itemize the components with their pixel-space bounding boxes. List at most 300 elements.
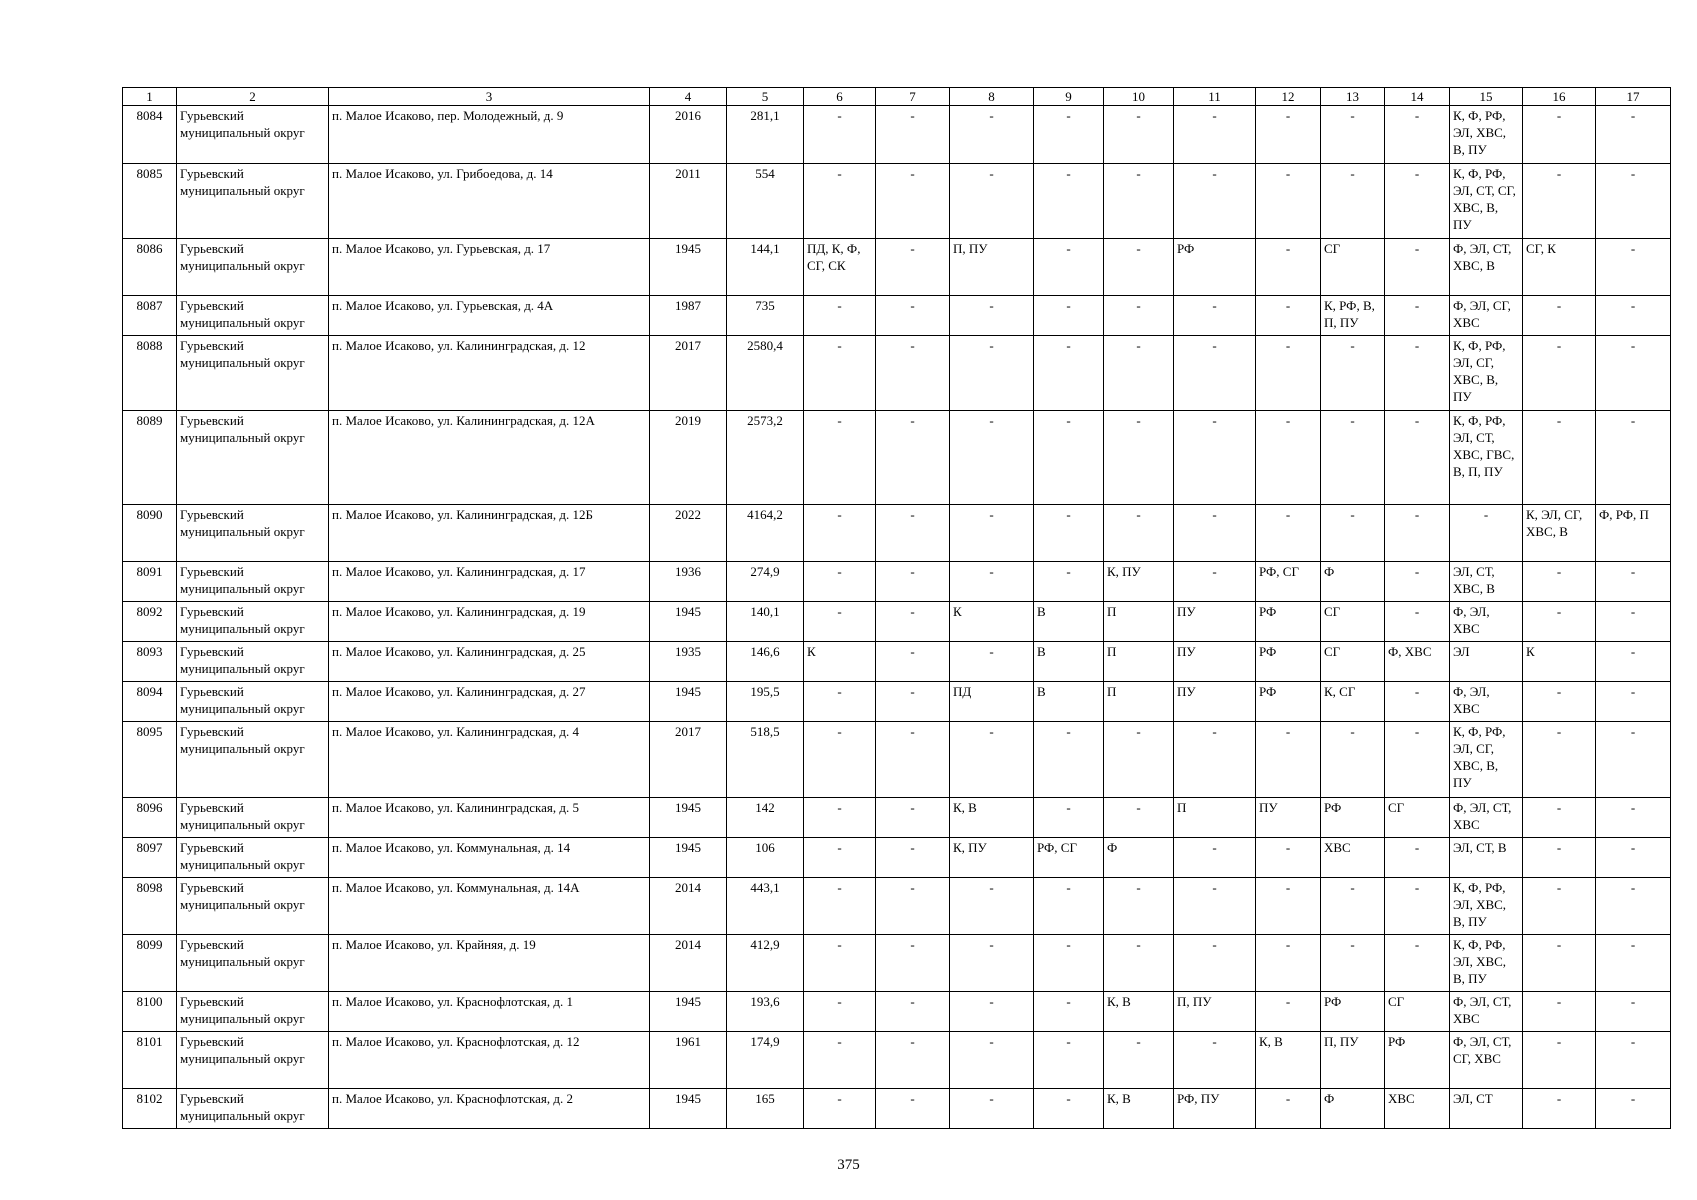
- col-17-cell: -: [1596, 722, 1671, 798]
- header-cell-9: 9: [1034, 88, 1104, 106]
- col-6-cell: -: [804, 1032, 876, 1089]
- district-cell: Гурьевский муниципальный округ: [177, 682, 329, 722]
- row-number-cell: 8086: [123, 239, 177, 296]
- address-cell: п. Малое Исаково, ул. Краснофлотская, д. 2: [329, 1089, 650, 1129]
- col-10-cell: К, В: [1104, 992, 1174, 1032]
- table-row: [123, 935, 1671, 992]
- col-7-cell: -: [876, 336, 950, 411]
- col-15-cell: Ф, ЭЛ, СТ, ХВС: [1450, 992, 1523, 1032]
- col-10-cell: -: [1104, 239, 1174, 296]
- col-13-cell: СГ: [1321, 602, 1385, 642]
- col-14-cell: ХВС: [1385, 1089, 1450, 1129]
- table-row: [123, 642, 1671, 682]
- col-17-cell: -: [1596, 1032, 1671, 1089]
- table-row: [123, 505, 1671, 562]
- col-13-cell: -: [1321, 935, 1385, 992]
- col-12-cell: -: [1256, 838, 1321, 878]
- district-cell: Гурьевский муниципальный округ: [177, 1089, 329, 1129]
- col-10-cell: -: [1104, 722, 1174, 798]
- address-cell: п. Малое Исаково, ул. Калининградская, д. 4: [329, 722, 650, 798]
- col-17-cell: -: [1596, 106, 1671, 164]
- col-14-cell: СГ: [1385, 798, 1450, 838]
- col-17-cell: -: [1596, 164, 1671, 239]
- area-cell: 274,9: [727, 562, 804, 602]
- row-number-cell: 8085: [123, 164, 177, 239]
- col-7-cell: -: [876, 878, 950, 935]
- row-number-cell: 8087: [123, 296, 177, 336]
- col-10-cell: -: [1104, 106, 1174, 164]
- header-cell-2: 2: [177, 88, 329, 106]
- col-13-cell: -: [1321, 878, 1385, 935]
- col-16-cell: -: [1523, 106, 1596, 164]
- area-cell: 4164,2: [727, 505, 804, 562]
- col-9-cell: -: [1034, 1089, 1104, 1129]
- col-6-cell: -: [804, 878, 876, 935]
- col-11-cell: -: [1174, 722, 1256, 798]
- district-cell: Гурьевский муниципальный округ: [177, 602, 329, 642]
- address-cell: п. Малое Исаково, ул. Калининградская, д. 5: [329, 798, 650, 838]
- col-7-cell: -: [876, 838, 950, 878]
- address-cell: п. Малое Исаково, пер. Молодежный, д. 9: [329, 106, 650, 164]
- area-cell: 554: [727, 164, 804, 239]
- col-11-cell: -: [1174, 878, 1256, 935]
- address-cell: п. Малое Исаково, ул. Калининградская, д. 12: [329, 336, 650, 411]
- col-17-cell: -: [1596, 682, 1671, 722]
- col-17-cell: -: [1596, 562, 1671, 602]
- row-number-cell: 8102: [123, 1089, 177, 1129]
- col-13-cell: РФ: [1321, 992, 1385, 1032]
- col-15-cell: Ф, ЭЛ, СТ, СГ, ХВС: [1450, 1032, 1523, 1089]
- col-8-cell: -: [950, 562, 1034, 602]
- col-15-cell: Ф, ЭЛ, ХВС: [1450, 602, 1523, 642]
- row-number-cell: 8099: [123, 935, 177, 992]
- col-13-cell: -: [1321, 336, 1385, 411]
- col-17-cell: -: [1596, 838, 1671, 878]
- col-9-cell: В: [1034, 602, 1104, 642]
- col-8-cell: -: [950, 505, 1034, 562]
- year-built-cell: 1945: [650, 239, 727, 296]
- col-16-cell: -: [1523, 992, 1596, 1032]
- area-cell: 142: [727, 798, 804, 838]
- row-number-cell: 8090: [123, 505, 177, 562]
- col-11-cell: ПУ: [1174, 682, 1256, 722]
- col-6-cell: -: [804, 505, 876, 562]
- col-8-cell: -: [950, 722, 1034, 798]
- district-cell: Гурьевский муниципальный округ: [177, 164, 329, 239]
- col-16-cell: -: [1523, 682, 1596, 722]
- page-number: 375: [837, 1157, 860, 1173]
- table-row: [123, 798, 1671, 838]
- area-cell: 165: [727, 1089, 804, 1129]
- col-17-cell: -: [1596, 992, 1671, 1032]
- col-15-cell: К, Ф, РФ, ЭЛ, СТ, СГ, ХВС, В, ПУ: [1450, 164, 1523, 239]
- col-16-cell: -: [1523, 411, 1596, 505]
- col-13-cell: СГ: [1321, 239, 1385, 296]
- col-12-cell: РФ: [1256, 682, 1321, 722]
- col-7-cell: -: [876, 562, 950, 602]
- address-cell: п. Малое Исаково, ул. Калининградская, д. 25: [329, 642, 650, 682]
- col-6-cell: -: [804, 164, 876, 239]
- row-number-cell: 8097: [123, 838, 177, 878]
- col-10-cell: -: [1104, 798, 1174, 838]
- col-17-cell: Ф, РФ, П: [1596, 505, 1671, 562]
- header-cell-15: 15: [1450, 88, 1523, 106]
- col-8-cell: ПД: [950, 682, 1034, 722]
- col-17-cell: -: [1596, 296, 1671, 336]
- col-6-cell: К: [804, 642, 876, 682]
- col-12-cell: -: [1256, 106, 1321, 164]
- table-row: [123, 722, 1671, 798]
- district-cell: Гурьевский муниципальный округ: [177, 336, 329, 411]
- district-cell: Гурьевский муниципальный округ: [177, 992, 329, 1032]
- col-15-cell: К, Ф, РФ, ЭЛ, ХВС, В, ПУ: [1450, 935, 1523, 992]
- col-12-cell: РФ, СГ: [1256, 562, 1321, 602]
- header-cell-8: 8: [950, 88, 1034, 106]
- col-11-cell: -: [1174, 1032, 1256, 1089]
- col-17-cell: -: [1596, 798, 1671, 838]
- table-row: [123, 562, 1671, 602]
- address-cell: п. Малое Исаково, ул. Крайняя, д. 19: [329, 935, 650, 992]
- year-built-cell: 1945: [650, 682, 727, 722]
- col-11-cell: -: [1174, 562, 1256, 602]
- year-built-cell: 2017: [650, 336, 727, 411]
- row-number-cell: 8101: [123, 1032, 177, 1089]
- col-7-cell: -: [876, 164, 950, 239]
- col-6-cell: -: [804, 935, 876, 992]
- year-built-cell: 2014: [650, 935, 727, 992]
- col-16-cell: СГ, К: [1523, 239, 1596, 296]
- year-built-cell: 1935: [650, 642, 727, 682]
- col-15-cell: -: [1450, 505, 1523, 562]
- address-cell: п. Малое Исаково, ул. Грибоедова, д. 14: [329, 164, 650, 239]
- col-9-cell: -: [1034, 106, 1104, 164]
- col-16-cell: -: [1523, 562, 1596, 602]
- year-built-cell: 1945: [650, 838, 727, 878]
- address-cell: п. Малое Исаково, ул. Калининградская, д. 19: [329, 602, 650, 642]
- col-14-cell: -: [1385, 106, 1450, 164]
- year-built-cell: 1945: [650, 602, 727, 642]
- col-14-cell: СГ: [1385, 992, 1450, 1032]
- area-cell: 146,6: [727, 642, 804, 682]
- col-13-cell: -: [1321, 106, 1385, 164]
- col-7-cell: -: [876, 505, 950, 562]
- col-14-cell: Ф, ХВС: [1385, 642, 1450, 682]
- table-row: [123, 106, 1671, 164]
- col-6-cell: -: [804, 1089, 876, 1129]
- col-9-cell: -: [1034, 935, 1104, 992]
- col-15-cell: К, Ф, РФ, ЭЛ, СГ, ХВС, В, ПУ: [1450, 722, 1523, 798]
- col-15-cell: Ф, ЭЛ, СТ, ХВС: [1450, 798, 1523, 838]
- col-8-cell: -: [950, 411, 1034, 505]
- table-row: [123, 239, 1671, 296]
- col-14-cell: -: [1385, 164, 1450, 239]
- table-row: [123, 164, 1671, 239]
- col-10-cell: Ф: [1104, 838, 1174, 878]
- address-cell: п. Малое Исаково, ул. Калининградская, д. 27: [329, 682, 650, 722]
- col-10-cell: -: [1104, 336, 1174, 411]
- year-built-cell: 2019: [650, 411, 727, 505]
- col-10-cell: -: [1104, 935, 1174, 992]
- col-13-cell: -: [1321, 164, 1385, 239]
- col-7-cell: -: [876, 602, 950, 642]
- col-17-cell: -: [1596, 602, 1671, 642]
- col-6-cell: -: [804, 722, 876, 798]
- address-cell: п. Малое Исаково, ул. Краснофлотская, д. 1: [329, 992, 650, 1032]
- col-6-cell: -: [804, 838, 876, 878]
- col-10-cell: П: [1104, 602, 1174, 642]
- year-built-cell: 1961: [650, 1032, 727, 1089]
- col-8-cell: -: [950, 878, 1034, 935]
- district-cell: Гурьевский муниципальный округ: [177, 935, 329, 992]
- year-built-cell: 1936: [650, 562, 727, 602]
- col-9-cell: -: [1034, 296, 1104, 336]
- row-number-cell: 8093: [123, 642, 177, 682]
- col-15-cell: ЭЛ, СТ, В: [1450, 838, 1523, 878]
- district-cell: Гурьевский муниципальный округ: [177, 562, 329, 602]
- col-15-cell: К, Ф, РФ, ЭЛ, ХВС, В, ПУ: [1450, 106, 1523, 164]
- row-number-cell: 8100: [123, 992, 177, 1032]
- col-16-cell: -: [1523, 336, 1596, 411]
- col-7-cell: -: [876, 239, 950, 296]
- table-row: [123, 878, 1671, 935]
- col-13-cell: П, ПУ: [1321, 1032, 1385, 1089]
- col-12-cell: -: [1256, 239, 1321, 296]
- table-row: [123, 682, 1671, 722]
- col-16-cell: -: [1523, 296, 1596, 336]
- col-14-cell: -: [1385, 935, 1450, 992]
- address-cell: п. Малое Исаково, ул. Калининградская, д. 12Б: [329, 505, 650, 562]
- col-14-cell: -: [1385, 722, 1450, 798]
- col-9-cell: -: [1034, 1032, 1104, 1089]
- col-17-cell: -: [1596, 642, 1671, 682]
- col-8-cell: К, ПУ: [950, 838, 1034, 878]
- col-10-cell: -: [1104, 505, 1174, 562]
- col-8-cell: -: [950, 992, 1034, 1032]
- col-11-cell: ПУ: [1174, 642, 1256, 682]
- area-cell: 443,1: [727, 878, 804, 935]
- col-12-cell: -: [1256, 992, 1321, 1032]
- col-10-cell: -: [1104, 296, 1174, 336]
- area-cell: 735: [727, 296, 804, 336]
- col-13-cell: К, СГ: [1321, 682, 1385, 722]
- header-cell-1: 1: [123, 88, 177, 106]
- header-cell-17: 17: [1596, 88, 1671, 106]
- col-12-cell: РФ: [1256, 642, 1321, 682]
- header-cell-11: 11: [1174, 88, 1256, 106]
- col-11-cell: -: [1174, 411, 1256, 505]
- col-6-cell: -: [804, 682, 876, 722]
- table-row: [123, 838, 1671, 878]
- header-cell-3: 3: [329, 88, 650, 106]
- col-10-cell: П: [1104, 642, 1174, 682]
- col-9-cell: -: [1034, 562, 1104, 602]
- col-15-cell: ЭЛ, СТ: [1450, 1089, 1523, 1129]
- address-cell: п. Малое Исаково, ул. Краснофлотская, д. 12: [329, 1032, 650, 1089]
- row-number-cell: 8096: [123, 798, 177, 838]
- col-8-cell: -: [950, 642, 1034, 682]
- col-8-cell: К, В: [950, 798, 1034, 838]
- table-row: [123, 1032, 1671, 1089]
- col-17-cell: -: [1596, 411, 1671, 505]
- col-12-cell: -: [1256, 878, 1321, 935]
- col-15-cell: К, Ф, РФ, ЭЛ, СТ, ХВС, ГВС, В, П, ПУ: [1450, 411, 1523, 505]
- district-cell: Гурьевский муниципальный округ: [177, 1032, 329, 1089]
- col-12-cell: -: [1256, 505, 1321, 562]
- year-built-cell: 2011: [650, 164, 727, 239]
- col-13-cell: -: [1321, 411, 1385, 505]
- col-16-cell: -: [1523, 798, 1596, 838]
- area-cell: 140,1: [727, 602, 804, 642]
- col-8-cell: -: [950, 935, 1034, 992]
- row-number-cell: 8088: [123, 336, 177, 411]
- col-13-cell: Ф: [1321, 562, 1385, 602]
- col-6-cell: -: [804, 602, 876, 642]
- col-13-cell: Ф: [1321, 1089, 1385, 1129]
- col-12-cell: -: [1256, 336, 1321, 411]
- area-cell: 193,6: [727, 992, 804, 1032]
- col-17-cell: -: [1596, 1089, 1671, 1129]
- col-15-cell: К, Ф, РФ, ЭЛ, ХВС, В, ПУ: [1450, 878, 1523, 935]
- area-cell: 281,1: [727, 106, 804, 164]
- col-9-cell: -: [1034, 878, 1104, 935]
- header-cell-12: 12: [1256, 88, 1321, 106]
- col-9-cell: -: [1034, 411, 1104, 505]
- col-15-cell: ЭЛ: [1450, 642, 1523, 682]
- col-6-cell: -: [804, 296, 876, 336]
- col-7-cell: -: [876, 722, 950, 798]
- col-10-cell: -: [1104, 1032, 1174, 1089]
- col-15-cell: ЭЛ, СТ, ХВС, В: [1450, 562, 1523, 602]
- col-9-cell: -: [1034, 239, 1104, 296]
- col-11-cell: -: [1174, 164, 1256, 239]
- col-9-cell: -: [1034, 505, 1104, 562]
- col-7-cell: -: [876, 682, 950, 722]
- header-cell-14: 14: [1385, 88, 1450, 106]
- col-16-cell: -: [1523, 1089, 1596, 1129]
- district-cell: Гурьевский муниципальный округ: [177, 411, 329, 505]
- col-13-cell: -: [1321, 505, 1385, 562]
- district-cell: Гурьевский муниципальный округ: [177, 838, 329, 878]
- header-cell-6: 6: [804, 88, 876, 106]
- col-9-cell: В: [1034, 642, 1104, 682]
- col-17-cell: -: [1596, 878, 1671, 935]
- col-11-cell: -: [1174, 296, 1256, 336]
- col-11-cell: -: [1174, 106, 1256, 164]
- col-11-cell: П: [1174, 798, 1256, 838]
- col-11-cell: ПУ: [1174, 602, 1256, 642]
- registry-sheet: [122, 87, 1671, 1129]
- col-7-cell: -: [876, 798, 950, 838]
- col-12-cell: -: [1256, 935, 1321, 992]
- col-8-cell: -: [950, 336, 1034, 411]
- row-number-cell: 8098: [123, 878, 177, 935]
- address-cell: п. Малое Исаково, ул. Гурьевская, д. 4А: [329, 296, 650, 336]
- area-cell: 195,5: [727, 682, 804, 722]
- table-row: [123, 992, 1671, 1032]
- col-8-cell: П, ПУ: [950, 239, 1034, 296]
- header-cell-10: 10: [1104, 88, 1174, 106]
- col-14-cell: -: [1385, 682, 1450, 722]
- col-15-cell: Ф, ЭЛ, СТ, ХВС, В: [1450, 239, 1523, 296]
- col-7-cell: -: [876, 106, 950, 164]
- row-number-cell: 8094: [123, 682, 177, 722]
- col-11-cell: П, ПУ: [1174, 992, 1256, 1032]
- col-16-cell: К, ЭЛ, СГ, ХВС, В: [1523, 505, 1596, 562]
- col-16-cell: -: [1523, 838, 1596, 878]
- col-14-cell: -: [1385, 878, 1450, 935]
- row-number-cell: 8091: [123, 562, 177, 602]
- col-7-cell: -: [876, 1089, 950, 1129]
- col-10-cell: -: [1104, 164, 1174, 239]
- district-cell: Гурьевский муниципальный округ: [177, 505, 329, 562]
- col-7-cell: -: [876, 992, 950, 1032]
- col-16-cell: К: [1523, 642, 1596, 682]
- col-9-cell: -: [1034, 992, 1104, 1032]
- col-6-cell: -: [804, 336, 876, 411]
- row-number-cell: 8084: [123, 106, 177, 164]
- col-11-cell: -: [1174, 838, 1256, 878]
- col-15-cell: Ф, ЭЛ, ХВС: [1450, 682, 1523, 722]
- col-14-cell: -: [1385, 838, 1450, 878]
- address-cell: п. Малое Исаково, ул. Калининградская, д. 17: [329, 562, 650, 602]
- col-10-cell: К, В: [1104, 1089, 1174, 1129]
- year-built-cell: 1945: [650, 992, 727, 1032]
- col-14-cell: -: [1385, 562, 1450, 602]
- header-row: [123, 88, 1671, 106]
- col-17-cell: -: [1596, 336, 1671, 411]
- col-6-cell: -: [804, 411, 876, 505]
- row-number-cell: 8092: [123, 602, 177, 642]
- area-cell: 2573,2: [727, 411, 804, 505]
- table-row: [123, 1089, 1671, 1129]
- year-built-cell: 2016: [650, 106, 727, 164]
- col-7-cell: -: [876, 642, 950, 682]
- area-cell: 2580,4: [727, 336, 804, 411]
- col-10-cell: -: [1104, 411, 1174, 505]
- header-cell-4: 4: [650, 88, 727, 106]
- col-9-cell: -: [1034, 164, 1104, 239]
- col-16-cell: -: [1523, 935, 1596, 992]
- header-cell-13: 13: [1321, 88, 1385, 106]
- col-6-cell: -: [804, 992, 876, 1032]
- district-cell: Гурьевский муниципальный округ: [177, 798, 329, 838]
- col-9-cell: -: [1034, 798, 1104, 838]
- col-8-cell: -: [950, 296, 1034, 336]
- address-cell: п. Малое Исаково, ул. Коммунальная, д. 14А: [329, 878, 650, 935]
- col-12-cell: -: [1256, 296, 1321, 336]
- table-row: [123, 602, 1671, 642]
- registry-table: [122, 87, 1671, 1129]
- col-7-cell: -: [876, 1032, 950, 1089]
- col-10-cell: К, ПУ: [1104, 562, 1174, 602]
- col-12-cell: -: [1256, 1089, 1321, 1129]
- col-12-cell: -: [1256, 164, 1321, 239]
- col-17-cell: -: [1596, 935, 1671, 992]
- col-6-cell: ПД, К, Ф, СГ, СК: [804, 239, 876, 296]
- area-cell: 144,1: [727, 239, 804, 296]
- col-9-cell: -: [1034, 336, 1104, 411]
- address-cell: п. Малое Исаково, ул. Гурьевская, д. 17: [329, 239, 650, 296]
- col-16-cell: -: [1523, 1032, 1596, 1089]
- year-built-cell: 2014: [650, 878, 727, 935]
- col-16-cell: -: [1523, 602, 1596, 642]
- col-6-cell: -: [804, 562, 876, 602]
- col-14-cell: -: [1385, 411, 1450, 505]
- col-10-cell: П: [1104, 682, 1174, 722]
- col-8-cell: -: [950, 1032, 1034, 1089]
- table-row: [123, 411, 1671, 505]
- col-11-cell: -: [1174, 336, 1256, 411]
